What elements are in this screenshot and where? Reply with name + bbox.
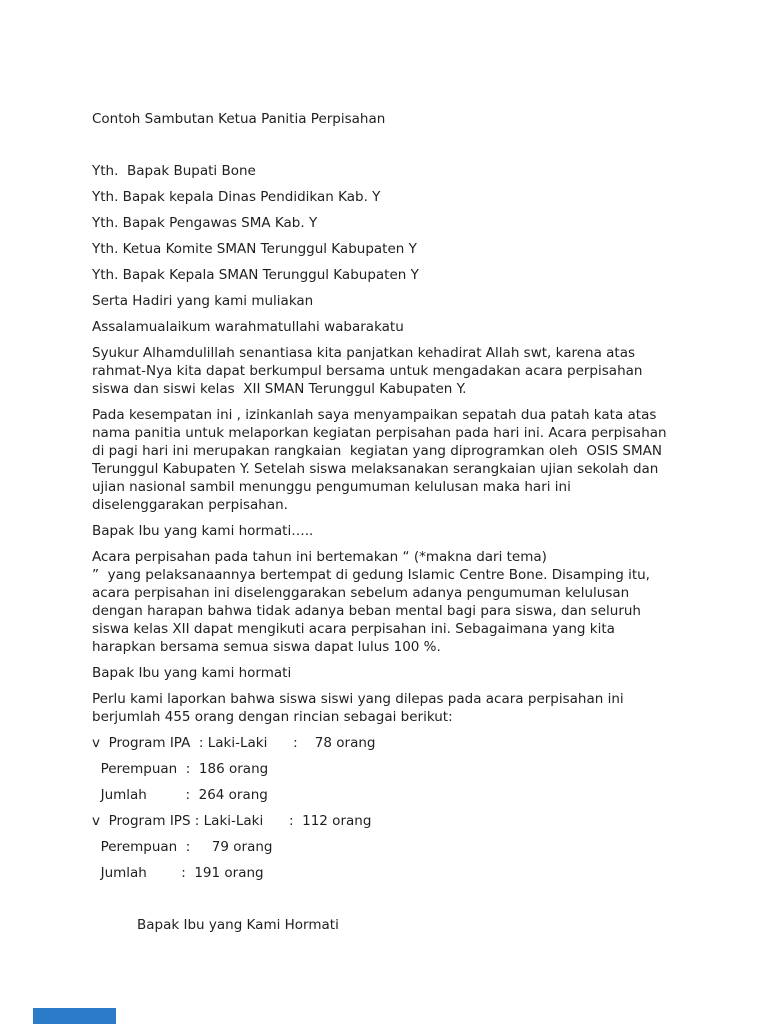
document-body [92,110,672,942]
stat-line-ipa-perempuan: Perempuan : 186 orang [92,761,269,777]
paragraph-perlu: Perlu kami laporkan bahwa siswa siswi yang dilepas pada acara perpisahan ini berjumlah 455 orang dengan rincian sebagai berikut: [92,691,628,725]
recipient-line-1: Yth. Bapak Bupati Bone [92,163,256,179]
recipient-line-3: Yth. Bapak Pengawas SMA Kab. Y [92,215,318,231]
stat-line-ips-laki: v Program IPS : Laki-Laki : 112 orang [92,813,372,829]
stat-line-ips-perempuan: Perempuan : 79 orang [92,839,273,855]
document-title: Contoh Sambutan Ketua Panitia Perpisahan [92,111,386,127]
acara-theme-line: Acara perpisahan pada tahun ini bertemakan “ (*makna dari tema) [92,549,547,565]
paragraph-syukur: Syukur Alhamdulillah senantiasa kita panjatkan kehadirat Allah swt, karena atas rahmat-Nya kita dapat berkumpul bersama untuk mengadakan acara perpisahan siswa dan siswi kelas XII SMAN Terunggul Kabupaten Y. [92,345,647,397]
paragraph-acara [92,548,672,656]
recipient-line-2: Yth. Bapak kepala Dinas Pendidikan Kab. Y [92,189,381,205]
audience-line: Serta Hadiri yang kami muliakan [92,293,314,309]
next-page-header-bar [33,1008,116,1024]
paragraph-hormati-2: Bapak Ibu yang kami hormati [92,665,292,681]
acara-detail-text: ” yang pelaksanaannya bertempat di gedung Islamic Centre Bone. Disamping itu, acara perpisahan ini diselenggarakan sebelum adanya pengumuman kelulusan dengan harapan bahwa tidak adanya beban mental bagi para siswa, dan seluruh siswa kelas XII dapat mengikuti acara perpisahan ini. Sebagaimana yang kita harapkan bersama semua siswa dapat lulus 100 %. [92,567,655,655]
stat-line-ips-jumlah: Jumlah : 191 orang [92,865,264,881]
recipient-line-4: Yth. Ketua Komite SMAN Terunggul Kabupaten Y [92,241,417,257]
blank-line [92,890,672,908]
paragraph-pada-kesempatan: Pada kesempatan ini , izinkanlah saya menyampaikan sepatah dua patah kata atas nama panitia untuk melaporkan kegiatan perpisahan pada hari ini. Acara perpisahan di pagi hari ini merupakan rangkaian kegiatan yang diprogramkan oleh OSIS SMAN Terunggul Kabupaten Y. Setelah siswa melaksanakan serangkaian ujian sekolah dan ujian nasional sambil menunggu pengumuman kelulusan maka hari ini diselenggarakan perpisahan. [92,407,671,513]
greeting-line: Assalamualaikum warahmatullahi wabarakatu [92,319,404,335]
paragraph-hormati-dots: Bapak Ibu yang kami hormati….. [92,523,314,539]
blank-line [92,136,672,154]
closing-line: Bapak Ibu yang Kami Hormati [137,917,339,933]
stat-line-ipa-jumlah: Jumlah : 264 orang [92,787,268,803]
recipient-line-5: Yth. Bapak Kepala SMAN Terunggul Kabupaten Y [92,267,419,283]
stat-line-ipa-laki: v Program IPA : Laki-Laki : 78 orang [92,735,376,751]
